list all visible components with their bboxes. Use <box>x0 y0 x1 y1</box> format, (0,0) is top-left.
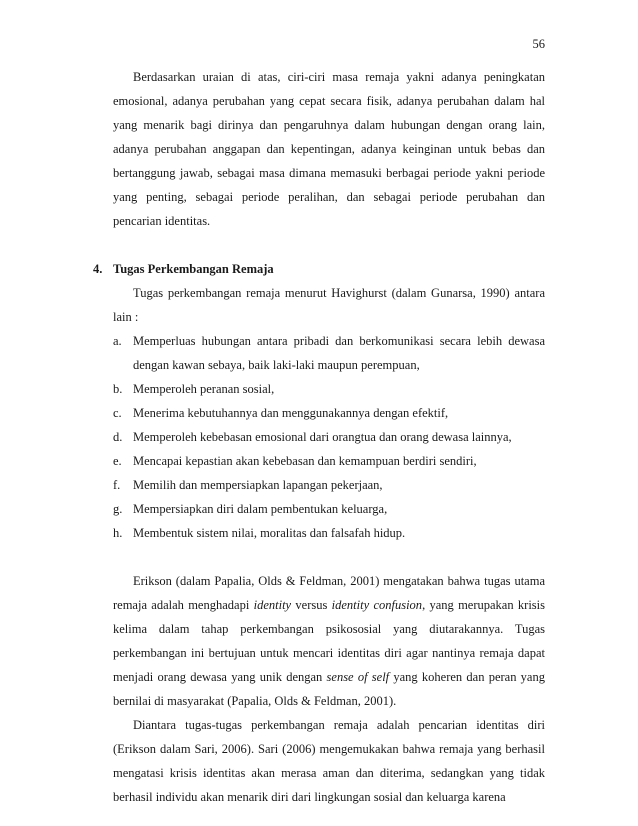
list-item <box>113 329 545 377</box>
list-item-text: Membentuk sistem nilai, moralitas dan falsafah hidup. <box>133 526 406 540</box>
page-number: 56 <box>532 37 545 51</box>
section-intro: Tugas perkembangan remaja menurut Havighurst (dalam Gunarsa, 1990) antara lain : <box>113 286 545 324</box>
list-item-text: Mencapai kepastian akan kebebasan dan kemampuan berdiri sendiri, <box>133 454 477 468</box>
list-marker: g. <box>113 502 123 516</box>
list-marker: e. <box>113 454 122 468</box>
erikson-text-2: versus <box>291 598 332 612</box>
list-item-text: Memperoleh kebebasan emosional dari orangtua dan orang dewasa lainnya, <box>133 430 512 444</box>
erikson-text-3: , yang merupakan krisis kelima dalam tahap perkembangan psikososial yang diutarakannya. Tugas perkembangan ini bertujuan untuk mencari identitas diri agar nantinya remaja dapat menjadi orang dewasa yang unik dengan <box>113 598 545 684</box>
erikson-text-1: Erikson (dalam Papalia, Olds & Feldman, 2001) mengatakan bahwa tugas utama remaja adalah menghadapi <box>113 574 545 612</box>
list-item <box>113 473 545 497</box>
list-item-text: Mempersiapkan diri dalam pembentukan keluarga, <box>133 502 388 516</box>
document-body <box>93 65 545 809</box>
list-item-text: Menerima kebutuhannya dan menggunakannya dengan efektif, <box>133 406 449 420</box>
paragraph-ciri-ciri-remaja: Berdasarkan uraian di atas, ciri-ciri masa remaja yakni adanya peningkatan emosional, adanya perubahan yang cepat secara fisik, adanya perubahan dalam hal yang menarik bagi dirinya dan pengaruhnya dalam hubungan dengan orang lain, adanya perubahan anggapan dan kepentingan, adanya keinginan untuk bebas dan bertanggung jawab, sebagai masa dimana memasuki berbagai periode yakni periode yang penting, sebagai periode peralihan, dan sebagai periode perubahan dan pencarian identitas. <box>113 70 545 228</box>
section-number: 4. <box>93 262 103 276</box>
list-item <box>113 377 545 401</box>
list-item-text: Memperluas hubungan antara pribadi dan berkomunikasi secara lebih dewasa dengan kawan sebaya, baik laki-laki maupun perempuan, <box>133 334 545 372</box>
list-item <box>113 449 545 473</box>
list-item <box>113 497 545 521</box>
list-marker: f. <box>113 478 121 492</box>
paragraph-erikson <box>113 569 545 713</box>
list-marker: d. <box>113 430 123 444</box>
term-identity-confusion: identity confusion <box>331 598 423 612</box>
erikson-text-4: yang koheren dan peran yang bernilai di masyarakat (Papalia, Olds & Feldman, 2001). <box>113 670 545 708</box>
blank-line <box>93 545 545 569</box>
list-item <box>113 425 545 449</box>
list-marker: c. <box>113 406 122 420</box>
list-item-text: Memperoleh peranan sosial, <box>133 382 275 396</box>
list-item <box>113 521 545 545</box>
list-marker: h. <box>113 526 123 540</box>
list-item-text: Memilih dan mempersiapkan lapangan pekerjaan, <box>133 478 383 492</box>
list-marker: a. <box>113 334 122 348</box>
section-heading <box>93 257 545 281</box>
list-item <box>113 401 545 425</box>
term-identity: identity <box>253 598 292 612</box>
list-marker: b. <box>113 382 123 396</box>
paragraph-identitas-diri: Diantara tugas-tugas perkembangan remaja adalah pencarian identitas diri (Erikson dalam Sari, 2006). Sari (2006) mengemukakan bahwa remaja yang berhasil mengatasi krisis identitas akan merasa aman dan diterima, sedangkan yang tidak berhasil individu akan menarik diri dari lingkungan sosial dan keluarga karena <box>113 718 545 804</box>
blank-line <box>93 233 545 257</box>
term-sense-of-self: sense of self <box>326 670 390 684</box>
developmental-tasks-list <box>113 329 545 545</box>
section-title: Tugas Perkembangan Remaja <box>113 262 274 276</box>
